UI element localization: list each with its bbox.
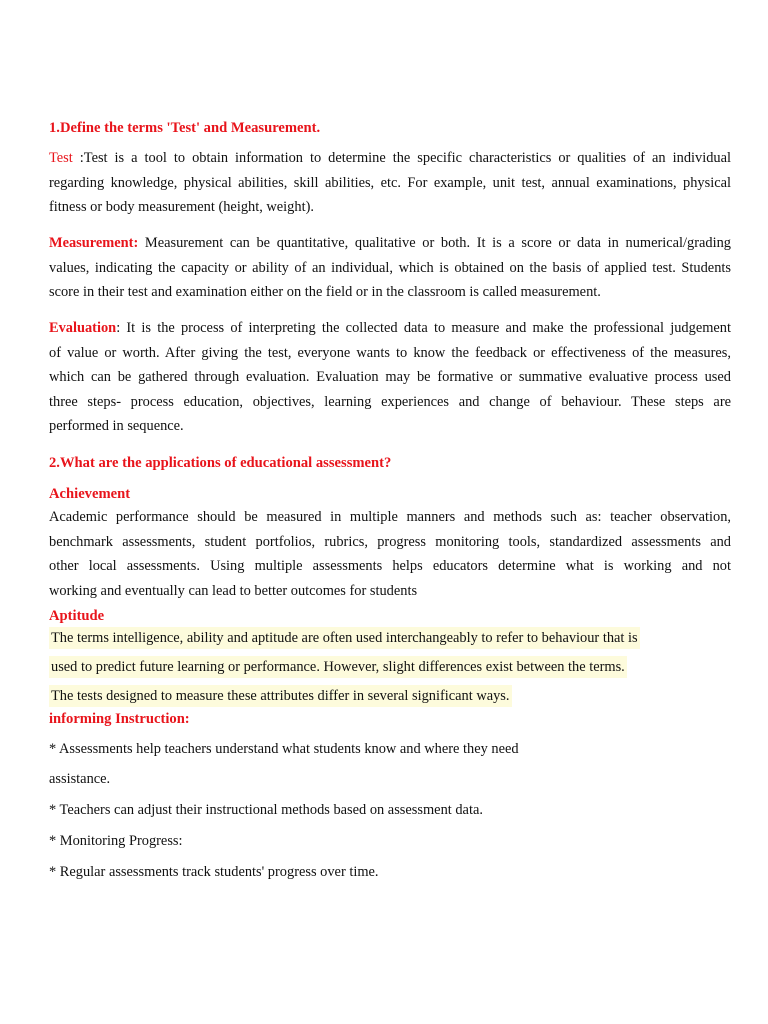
question-2-heading: 2.What are the applications of educational assessment? — [49, 455, 392, 471]
measurement-term: Measurement: — [49, 235, 139, 251]
bullet-item: * Assessments help teachers understand what students know and where they need — [49, 741, 519, 757]
measurement-definition: Measurement: Measurement can be quantitative, qualitative or both. It is a score or data in numerical/grading values, indicating the capacity or ability of an individual, which is obtained on the basis of applied test. Students score in their test and examination either on the field or in the classroom is called measurement. — [49, 235, 731, 301]
aptitude-line-1: The terms intelligence, ability and aptitude are often used interchangeably to refer to behaviour that is — [49, 627, 685, 649]
evaluation-definition: Evaluation: It is the process of interpreting the collected data to measure and make the professional judgement of value or worth. After giving the test, everyone wants to know the feedback or effectiveness of the measures, which can be gathered through evaluation. Evaluation may be formative or summative evaluative process used three steps- process education, objectives, learning experiences and change of behaviour. These steps are performed in sequence. — [49, 320, 731, 435]
bullet-item: assistance. — [49, 771, 111, 787]
evaluation-term: Evaluation — [49, 320, 117, 336]
aptitude-line-2: used to predict future learning or performance. However, slight differences exist between the terms. — [49, 656, 685, 678]
aptitude-line-3: The tests designed to measure these attributes differ in several significant ways. — [49, 685, 512, 707]
test-term: Test — [49, 150, 73, 166]
bullet-item: * Monitoring Progress: — [49, 833, 183, 849]
informing-instruction-title: informing Instruction: — [49, 711, 190, 727]
bullet-item: * Regular assessments track students' progress over time. — [49, 864, 379, 880]
aptitude-title: Aptitude — [49, 608, 105, 624]
question-1-heading: 1.Define the terms 'Test' and Measurement. — [49, 120, 321, 136]
achievement-paragraph: Academic performance should be measured in multiple manners and methods such as: teacher observation, benchmark assessments, student portfolios, rubrics, progress monitoring tools, standardized assessments and other local assessments. Using multiple assessments helps educators determine what is working and not working and eventually can lead to better outcomes for students — [49, 509, 731, 599]
test-definition: Test :Test is a tool to obtain information to determine the specific characteristics or qualities of an individual regarding knowledge, physical abilities, skill abilities, etc. For example, unit test, annual examinations, physical fitness or body measurement (height, weight). — [49, 150, 731, 216]
achievement-title: Achievement — [49, 486, 131, 502]
bullet-item: * Teachers can adjust their instructional methods based on assessment data. — [49, 802, 483, 818]
